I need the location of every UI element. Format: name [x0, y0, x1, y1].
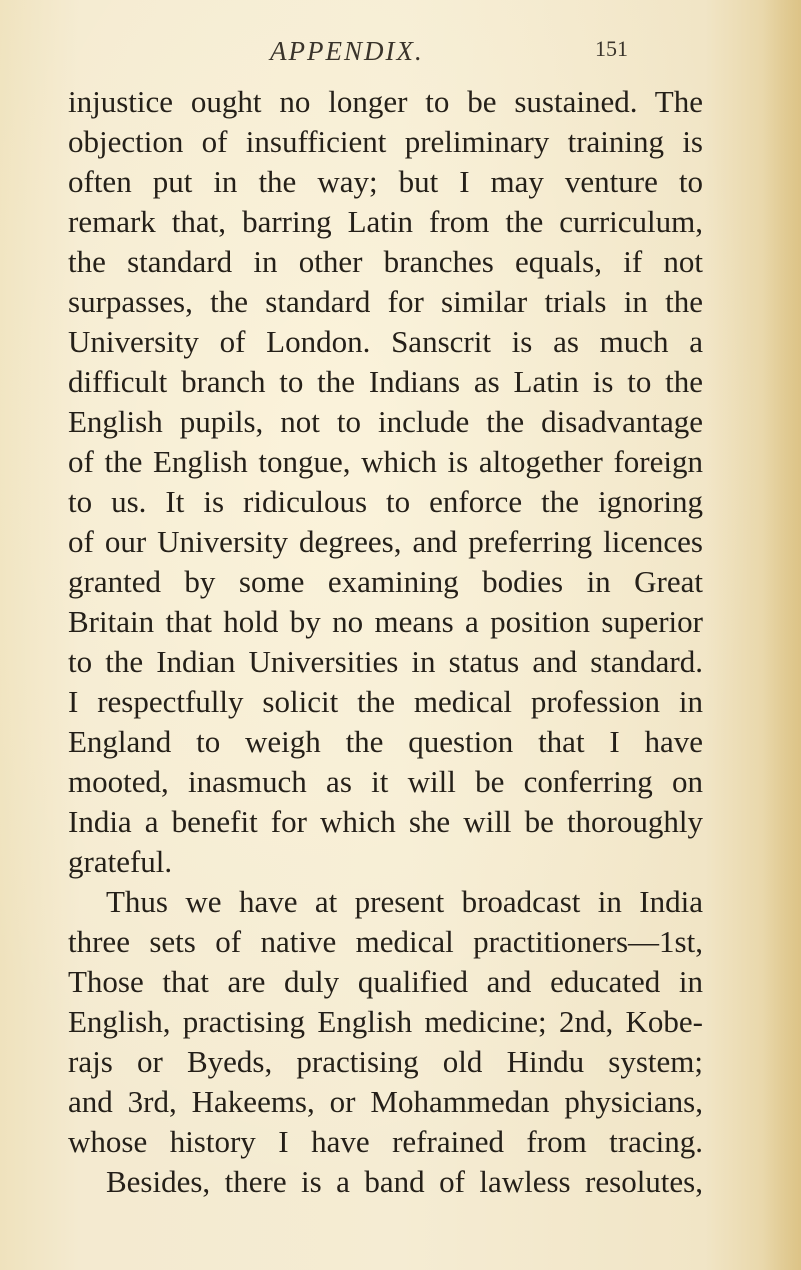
text-line: three sets of native medical practitioners—1st,: [68, 924, 703, 959]
running-head: APPENDIX.: [270, 36, 424, 66]
text-line: rajs or Byeds, practising old Hindu system;: [68, 1044, 703, 1079]
text-line: injustice ought no longer to be sustained. The: [68, 84, 703, 119]
text-line: to us. It is ridiculous to enforce the ignoring: [68, 484, 703, 519]
page-edge-shadow: [763, 0, 801, 1270]
text-line: grateful.: [68, 844, 173, 879]
text-line: objection of insufficient preliminary training is: [68, 124, 703, 159]
text-line: England to weigh the question that I have: [68, 724, 703, 759]
text-line: of our University degrees, and preferring licences: [68, 524, 703, 559]
text-line: Besides, there is a band of lawless resolutes,: [106, 1164, 703, 1199]
text-line: English, practising English medicine; 2nd, Kobe-: [68, 1004, 703, 1039]
text-line: to the Indian Universities in status and standard.: [68, 644, 703, 679]
text-line: Thus we have at present broadcast in India: [106, 884, 703, 919]
page-number: 151: [595, 36, 628, 61]
text-line: and 3rd, Hakeems, or Mohammedan physicians,: [68, 1084, 703, 1119]
text-line: often put in the way; but I may venture to: [68, 164, 703, 199]
text-line: the standard in other branches equals, if not: [68, 244, 703, 279]
text-line: of the English tongue, which is altogether foreign: [68, 444, 703, 479]
text-line: granted by some examining bodies in Great: [68, 564, 703, 599]
text-line: University of London. Sanscrit is as much a: [68, 324, 703, 359]
text-line: English pupils, not to include the disadvantage: [68, 404, 703, 439]
text-line: I respectfully solicit the medical profession in: [68, 684, 703, 719]
text-line: whose history I have refrained from tracing.: [68, 1124, 703, 1159]
text-line: remark that, barring Latin from the curriculum,: [68, 204, 703, 239]
text-line: surpasses, the standard for similar trials in the: [68, 284, 703, 319]
text-line: India a benefit for which she will be thoroughly: [68, 804, 703, 839]
text-line: mooted, inasmuch as it will be conferring on: [68, 764, 703, 799]
text-line: difficult branch to the Indians as Latin is to the: [68, 364, 703, 399]
text-line: Britain that hold by no means a position superior: [68, 604, 703, 639]
text-line: Those that are duly qualified and educated in: [68, 964, 703, 999]
